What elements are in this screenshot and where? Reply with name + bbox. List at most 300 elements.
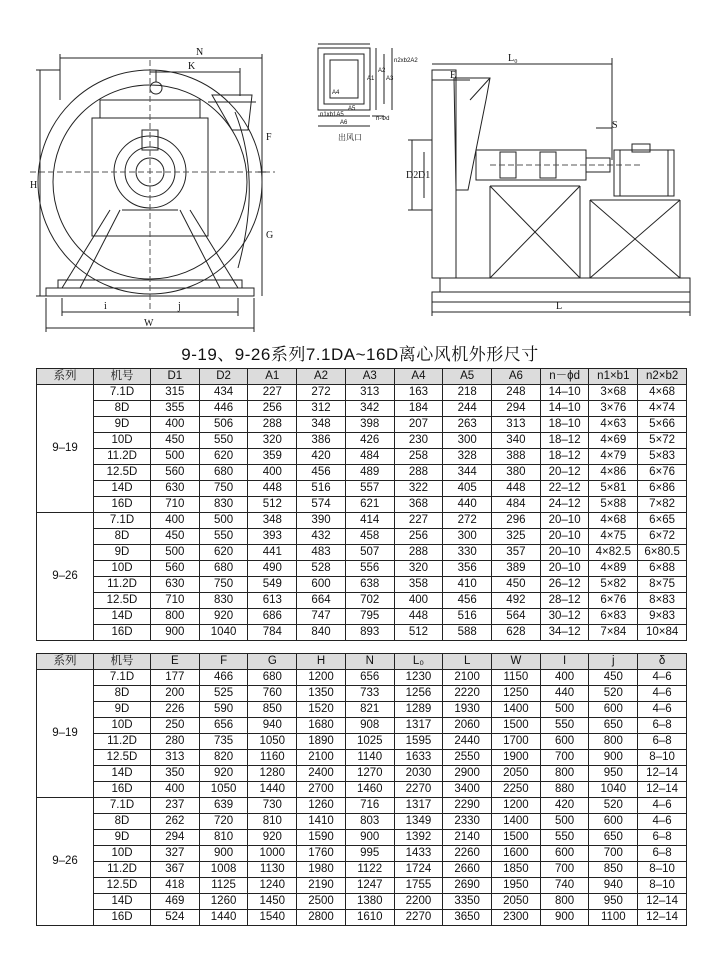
- dim-s-label: S: [612, 120, 618, 131]
- table-cell: 810: [199, 830, 248, 846]
- dim-a1-label: A1: [367, 76, 375, 82]
- model-cell: 16D: [94, 782, 151, 798]
- table-cell: 995: [345, 846, 394, 862]
- table-cell: 524: [151, 910, 200, 926]
- table-cell: 3650: [443, 910, 492, 926]
- series-cell: 9–19: [37, 385, 94, 513]
- table-cell: 1140: [345, 750, 394, 766]
- table-cell: 414: [345, 513, 394, 529]
- table-cell: 320: [394, 561, 443, 577]
- table-cell: 8–10: [638, 878, 687, 894]
- table-body: [37, 385, 687, 641]
- table-row: [37, 910, 687, 926]
- table-cell: 908: [345, 718, 394, 734]
- table-cell: 803: [345, 814, 394, 830]
- table-cell: 613: [248, 593, 297, 609]
- table-cell: 507: [345, 545, 394, 561]
- table-cell: 410: [443, 577, 492, 593]
- table-cell: 656: [199, 718, 248, 734]
- table-cell: 664: [297, 593, 346, 609]
- table-cell: 800: [540, 766, 589, 782]
- table-cell: 2050: [492, 894, 541, 910]
- table-cell: 325: [492, 529, 541, 545]
- dim-l0-label: L₀: [508, 53, 518, 64]
- table-cell: 900: [540, 910, 589, 926]
- table-cell: 418: [151, 878, 200, 894]
- table-cell: 227: [248, 385, 297, 401]
- table-row: [37, 798, 687, 814]
- table-cell: 900: [199, 846, 248, 862]
- table-cell: 388: [492, 449, 541, 465]
- table-cell: 12–14: [638, 766, 687, 782]
- table-row: [37, 894, 687, 910]
- table-cell: 446: [199, 401, 248, 417]
- table-row: [37, 830, 687, 846]
- table-cell: 500: [540, 702, 589, 718]
- table-cell: 6×65: [638, 513, 687, 529]
- table-cell: 1122: [345, 862, 394, 878]
- table-cell: 1724: [394, 862, 443, 878]
- table-cell: 600: [297, 577, 346, 593]
- table-header: [37, 654, 687, 670]
- table-cell: 702: [345, 593, 394, 609]
- table-cell: 880: [540, 782, 589, 798]
- table-cell: 564: [492, 609, 541, 625]
- table-cell: 1440: [248, 782, 297, 798]
- table-cell: 355: [151, 401, 200, 417]
- column-header: L₀: [394, 654, 443, 670]
- table-cell: 248: [492, 385, 541, 401]
- table-cell: 280: [151, 734, 200, 750]
- table-row: [37, 766, 687, 782]
- model-cell: 9D: [94, 830, 151, 846]
- table-cell: 6×76: [589, 593, 638, 609]
- column-header: 机号: [94, 369, 151, 385]
- table-cell: 733: [345, 686, 394, 702]
- table-cell: 1540: [248, 910, 297, 926]
- table-cell: 432: [297, 529, 346, 545]
- table-cell: 1025: [345, 734, 394, 750]
- table-cell: 484: [345, 449, 394, 465]
- table-cell: 1040: [589, 782, 638, 798]
- table-cell: 237: [151, 798, 200, 814]
- dim-a2-label: A2: [378, 68, 386, 74]
- dim-g-label: G: [266, 230, 274, 241]
- table-cell: 4–6: [638, 798, 687, 814]
- table-cell: 784: [248, 625, 297, 641]
- table-cell: 2260: [443, 846, 492, 862]
- model-cell: 14D: [94, 766, 151, 782]
- table-cell: 2440: [443, 734, 492, 750]
- table-cell: 327: [151, 846, 200, 862]
- model-cell: 7.1D: [94, 385, 151, 401]
- table-cell: 456: [297, 465, 346, 481]
- model-cell: 16D: [94, 910, 151, 926]
- table-cell: 2270: [394, 910, 443, 926]
- column-header: A4: [394, 369, 443, 385]
- table-cell: 2100: [443, 670, 492, 686]
- table-cell: 750: [199, 577, 248, 593]
- table-cell: 358: [394, 577, 443, 593]
- table-cell: 466: [199, 670, 248, 686]
- table-row: [37, 465, 687, 481]
- table-cell: 2200: [394, 894, 443, 910]
- table-cell: 389: [492, 561, 541, 577]
- table-cell: 5×82: [589, 577, 638, 593]
- table-cell: 315: [151, 385, 200, 401]
- table-cell: 1600: [492, 846, 541, 862]
- column-header: G: [248, 654, 297, 670]
- table-cell: 4×75: [589, 529, 638, 545]
- table-cell: 3×68: [589, 385, 638, 401]
- table-cell: 288: [394, 545, 443, 561]
- table-cell: 359: [248, 449, 297, 465]
- table-cell: 700: [589, 846, 638, 862]
- table-cell: 350: [151, 766, 200, 782]
- table-cell: 1050: [248, 734, 297, 750]
- table-row: [37, 750, 687, 766]
- model-cell: 8D: [94, 401, 151, 417]
- table-cell: 5×88: [589, 497, 638, 513]
- dim-n-label: N: [196, 47, 204, 58]
- table-row: [37, 433, 687, 449]
- table-cell: 1125: [199, 878, 248, 894]
- model-cell: 14D: [94, 894, 151, 910]
- model-cell: 9D: [94, 417, 151, 433]
- table-cell: 356: [443, 561, 492, 577]
- table-row: [37, 593, 687, 609]
- table-cell: 735: [199, 734, 248, 750]
- table-cell: 490: [248, 561, 297, 577]
- table-cell: 512: [394, 625, 443, 641]
- table-cell: 1260: [297, 798, 346, 814]
- table-cell: 850: [248, 702, 297, 718]
- table-cell: 520: [589, 686, 638, 702]
- table-cell: 2400: [297, 766, 346, 782]
- table-cell: 484: [492, 497, 541, 513]
- table-cell: 20–10: [540, 545, 589, 561]
- table-cell: 2100: [297, 750, 346, 766]
- table-cell: 1350: [297, 686, 346, 702]
- table-row: [37, 577, 687, 593]
- model-cell: 10D: [94, 561, 151, 577]
- table-cell: 506: [199, 417, 248, 433]
- table-row: [37, 846, 687, 862]
- dim-h-label: H: [30, 180, 38, 191]
- table-cell: 5×81: [589, 481, 638, 497]
- table-cell: 730: [248, 798, 297, 814]
- table-cell: 1460: [345, 782, 394, 798]
- table-cell: 230: [394, 433, 443, 449]
- model-cell: 10D: [94, 718, 151, 734]
- table-cell: 6–8: [638, 846, 687, 862]
- table-cell: 320: [248, 433, 297, 449]
- table-cell: 1040: [199, 625, 248, 641]
- table-cell: 520: [589, 798, 638, 814]
- outlet-caption: 出风口: [338, 133, 362, 142]
- table-cell: 4×68: [589, 513, 638, 529]
- table-cell: 393: [248, 529, 297, 545]
- table-cell: 10×84: [638, 625, 687, 641]
- column-header: 系列: [37, 654, 94, 670]
- dim-l-label: L: [556, 301, 563, 312]
- column-header: n1×b1: [589, 369, 638, 385]
- side-view: [408, 58, 690, 316]
- table-cell: 1230: [394, 670, 443, 686]
- table-body: [37, 670, 687, 926]
- table-cell: 920: [199, 609, 248, 625]
- table-cell: 440: [443, 497, 492, 513]
- table-cell: 348: [297, 417, 346, 433]
- column-header: 机号: [94, 654, 151, 670]
- table-cell: 227: [394, 513, 443, 529]
- column-header: E: [151, 654, 200, 670]
- table-cell: 420: [297, 449, 346, 465]
- table-cell: 177: [151, 670, 200, 686]
- table-cell: 1247: [345, 878, 394, 894]
- table-cell: 840: [297, 625, 346, 641]
- table-cell: 380: [492, 465, 541, 481]
- table-cell: 400: [248, 465, 297, 481]
- table-header: [37, 369, 687, 385]
- table-cell: 312: [297, 401, 346, 417]
- table-cell: 1595: [394, 734, 443, 750]
- table-cell: 368: [394, 497, 443, 513]
- nd-label: n-Φd: [376, 116, 390, 122]
- table-cell: 1500: [492, 718, 541, 734]
- table-cell: 4×89: [589, 561, 638, 577]
- model-cell: 11.2D: [94, 577, 151, 593]
- table-cell: 244: [443, 401, 492, 417]
- table-row: [37, 449, 687, 465]
- table-row: [37, 718, 687, 734]
- table-cell: 1317: [394, 798, 443, 814]
- table-cell: 2300: [492, 910, 541, 926]
- table-cell: 1680: [297, 718, 346, 734]
- table-cell: 2220: [443, 686, 492, 702]
- table-cell: 680: [199, 561, 248, 577]
- table-cell: 950: [589, 894, 638, 910]
- table-cell: 630: [151, 577, 200, 593]
- table-row: [37, 481, 687, 497]
- table-cell: 4–6: [638, 670, 687, 686]
- table-cell: 6×88: [638, 561, 687, 577]
- technical-drawings: [0, 0, 720, 338]
- table-cell: 639: [199, 798, 248, 814]
- table-cell: 621: [345, 497, 394, 513]
- table-cell: 550: [540, 830, 589, 846]
- table-cell: 1280: [248, 766, 297, 782]
- drawing-canvas: [0, 0, 720, 338]
- model-cell: 16D: [94, 625, 151, 641]
- table-cell: 24–12: [540, 497, 589, 513]
- dim-a6-label: A6: [340, 120, 348, 126]
- table-cell: 294: [151, 830, 200, 846]
- table-cell: 516: [443, 609, 492, 625]
- column-header: A2: [297, 369, 346, 385]
- table-cell: 440: [540, 686, 589, 702]
- table-cell: 34–12: [540, 625, 589, 641]
- model-cell: 7.1D: [94, 670, 151, 686]
- table-cell: 4×68: [638, 385, 687, 401]
- table-cell: 1610: [345, 910, 394, 926]
- table-cell: 4–6: [638, 702, 687, 718]
- table-cell: 588: [443, 625, 492, 641]
- table-cell: 22–12: [540, 481, 589, 497]
- table-cell: 1700: [492, 734, 541, 750]
- table-row: [37, 401, 687, 417]
- table-cell: 6×80.5: [638, 545, 687, 561]
- dim-f-label: F: [266, 132, 272, 143]
- table-cell: 226: [151, 702, 200, 718]
- table-row: [37, 862, 687, 878]
- column-header: A6: [492, 369, 541, 385]
- table-cell: 1980: [297, 862, 346, 878]
- table-cell: 810: [248, 814, 297, 830]
- model-cell: 11.2D: [94, 734, 151, 750]
- table-cell: 272: [443, 513, 492, 529]
- table-cell: 256: [394, 529, 443, 545]
- table-row: [37, 513, 687, 529]
- table-cell: 1289: [394, 702, 443, 718]
- table-cell: 1400: [492, 814, 541, 830]
- column-header: j: [589, 654, 638, 670]
- table-cell: 1349: [394, 814, 443, 830]
- table-cell: 8–10: [638, 750, 687, 766]
- table-cell: 250: [151, 718, 200, 734]
- table-cell: 2060: [443, 718, 492, 734]
- table-cell: 1755: [394, 878, 443, 894]
- table-cell: 7×84: [589, 625, 638, 641]
- table-cell: 2550: [443, 750, 492, 766]
- table-cell: 6–8: [638, 734, 687, 750]
- table-cell: 795: [345, 609, 394, 625]
- table-cell: 448: [394, 609, 443, 625]
- table-cell: 18–12: [540, 433, 589, 449]
- table-cell: 650: [589, 718, 638, 734]
- table-cell: 638: [345, 577, 394, 593]
- table-cell: 680: [199, 465, 248, 481]
- table-row: [37, 878, 687, 894]
- table-cell: 2030: [394, 766, 443, 782]
- table-cell: 525: [199, 686, 248, 702]
- series-cell: 9–26: [37, 513, 94, 641]
- model-cell: 8D: [94, 814, 151, 830]
- table-cell: 760: [248, 686, 297, 702]
- table-cell: 1440: [199, 910, 248, 926]
- table-cell: 893: [345, 625, 394, 641]
- table-cell: 516: [297, 481, 346, 497]
- table-cell: 1930: [443, 702, 492, 718]
- table-cell: 262: [151, 814, 200, 830]
- table-cell: 1950: [492, 878, 541, 894]
- table-cell: 600: [589, 814, 638, 830]
- page-title: 9-19、9-26系列7.1DA~16D离心风机外形尺寸: [181, 345, 539, 364]
- table-cell: 20–12: [540, 465, 589, 481]
- table-cell: 3350: [443, 894, 492, 910]
- table-cell: 1590: [297, 830, 346, 846]
- table-cell: 8×83: [638, 593, 687, 609]
- table-cell: 747: [297, 609, 346, 625]
- table-cell: 12–14: [638, 894, 687, 910]
- table-cell: 557: [345, 481, 394, 497]
- table-cell: 6×72: [638, 529, 687, 545]
- table-cell: 2290: [443, 798, 492, 814]
- table-cell: 550: [540, 718, 589, 734]
- table-cell: 258: [394, 449, 443, 465]
- table-cell: 740: [540, 878, 589, 894]
- table-cell: 184: [394, 401, 443, 417]
- column-header: H: [297, 654, 346, 670]
- table-cell: 5×66: [638, 417, 687, 433]
- column-header: N: [345, 654, 394, 670]
- table-cell: 288: [394, 465, 443, 481]
- table-cell: 2660: [443, 862, 492, 878]
- table-cell: 450: [151, 529, 200, 545]
- table-cell: 200: [151, 686, 200, 702]
- table-cell: 420: [540, 798, 589, 814]
- table-cell: 5×83: [638, 449, 687, 465]
- table-cell: 1270: [345, 766, 394, 782]
- table-cell: 830: [199, 497, 248, 513]
- table-cell: 940: [248, 718, 297, 734]
- table-cell: 920: [248, 830, 297, 846]
- header-row: [37, 369, 687, 385]
- table-cell: 18–10: [540, 417, 589, 433]
- dimension-table-2: [36, 653, 687, 926]
- table-cell: 700: [540, 750, 589, 766]
- dim-k-label: K: [188, 61, 196, 72]
- model-cell: 11.2D: [94, 449, 151, 465]
- table-cell: 2690: [443, 878, 492, 894]
- table-cell: 512: [248, 497, 297, 513]
- table-cell: 400: [151, 513, 200, 529]
- table-cell: 9×83: [638, 609, 687, 625]
- table-cell: 1250: [492, 686, 541, 702]
- table-cell: 4×79: [589, 449, 638, 465]
- table-cell: 448: [248, 481, 297, 497]
- table-cell: 26–12: [540, 577, 589, 593]
- table-cell: 218: [443, 385, 492, 401]
- table-row: [37, 529, 687, 545]
- model-cell: 10D: [94, 433, 151, 449]
- table-cell: 821: [345, 702, 394, 718]
- model-cell: 14D: [94, 609, 151, 625]
- table-cell: 450: [589, 670, 638, 686]
- table-cell: 1240: [248, 878, 297, 894]
- table-cell: 400: [540, 670, 589, 686]
- table-cell: 342: [345, 401, 394, 417]
- table-cell: 328: [443, 449, 492, 465]
- dim-a3-label: A3: [386, 76, 394, 82]
- table-cell: 628: [492, 625, 541, 641]
- table-cell: 6–8: [638, 830, 687, 846]
- table-row: [37, 814, 687, 830]
- table-cell: 4×74: [638, 401, 687, 417]
- table-cell: 450: [151, 433, 200, 449]
- table-cell: 620: [199, 449, 248, 465]
- table-cell: 6×86: [638, 481, 687, 497]
- table-cell: 1633: [394, 750, 443, 766]
- table-cell: 348: [248, 513, 297, 529]
- table-cell: 1150: [492, 670, 541, 686]
- table-row: [37, 702, 687, 718]
- table-cell: 492: [492, 593, 541, 609]
- column-header: A5: [443, 369, 492, 385]
- table-cell: 600: [589, 702, 638, 718]
- table-cell: 920: [199, 766, 248, 782]
- column-header: D1: [151, 369, 200, 385]
